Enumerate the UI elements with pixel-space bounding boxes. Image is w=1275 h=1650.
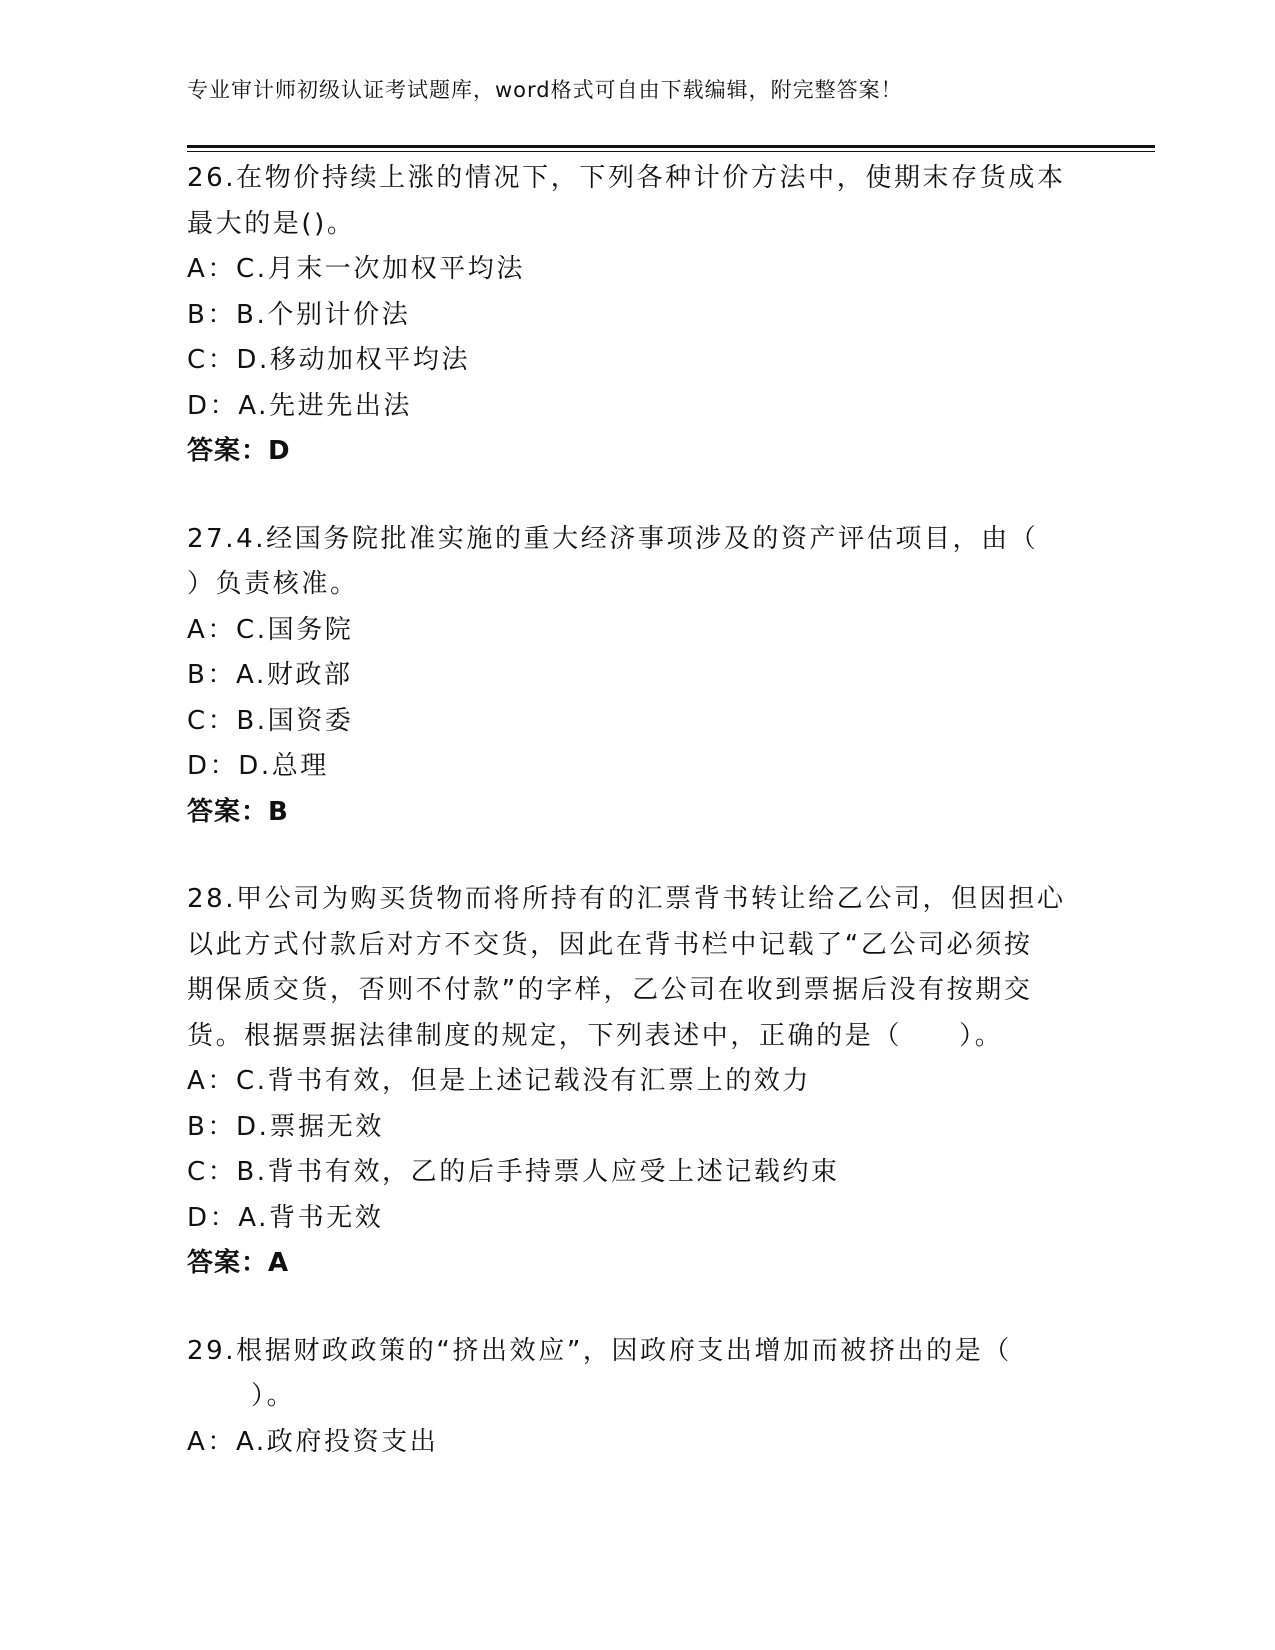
option-d: D：D.总理 (187, 751, 329, 781)
option-b: B：D.票据无效 (187, 1111, 384, 1142)
question-stem-line: 以此方式付款后对方不交货，因此在背书栏中记载了“乙公司必须按 (187, 929, 1033, 960)
answer-line: 答案：B (187, 796, 289, 827)
option-a: A：A.政府投资支出 (187, 1426, 439, 1457)
option-a: A：C.国务院 (187, 614, 354, 645)
option-b: B：A.财政部 (187, 660, 353, 690)
option-c: C：B.背书有效，乙的后手持票人应受上述记载约束 (187, 1157, 840, 1187)
question-stem-line: ）负责核准。 (187, 569, 359, 599)
option-a: A：C.月末一次加权平均法 (187, 254, 526, 284)
question-stem-line: ）。 (251, 1381, 296, 1411)
option-a: A：C.背书有效，但是上述记载没有汇票上的效力 (187, 1066, 812, 1096)
question-26 (187, 156, 1087, 475)
question-29 (187, 1329, 1087, 1466)
page-header: 专业审计师初级认证考试题库，word格式可自由下载编辑，附完整答案！ (187, 78, 903, 102)
question-27 (187, 517, 1087, 836)
question-list (187, 156, 1087, 1507)
option-d: D：A.先进先出法 (187, 390, 413, 421)
header-rule-thin (187, 151, 1155, 152)
question-28 (187, 877, 1087, 1287)
question-stem-line: 28.甲公司为购买货物而将所持有的汇票背书转让给乙公司，但因担心 (187, 884, 1066, 914)
question-stem-line: 期保质交货，否则不付款”的字样，乙公司在收到票据后没有按期交 (187, 975, 1033, 1005)
option-c: C：B.国资委 (187, 705, 354, 736)
question-stem-line: 27.4.经国务院批准实施的重大经济事项涉及的资产评估项目，由（ (187, 523, 1039, 554)
option-d: D：A.背书无效 (187, 1202, 384, 1233)
question-stem-line: 26.在物价持续上涨的情况下，下列各种计价方法中，使期末存货成本 (187, 163, 1066, 193)
option-b: B：B.个别计价法 (187, 299, 411, 330)
answer-line: 答案：A (187, 1248, 290, 1278)
question-stem-line: 最大的是()。 (187, 208, 356, 239)
question-stem-line: 29.根据财政政策的“挤出效应”，因政府支出增加而被挤出的是（ (187, 1335, 1012, 1366)
answer-line: 答案：D (187, 436, 291, 466)
option-c: C：D.移动加权平均法 (187, 345, 471, 375)
header-rule-thick (187, 145, 1155, 148)
question-stem-line: 货。根据票据法律制度的规定，下列表述中，正确的是（ ）。 (187, 1020, 1004, 1051)
